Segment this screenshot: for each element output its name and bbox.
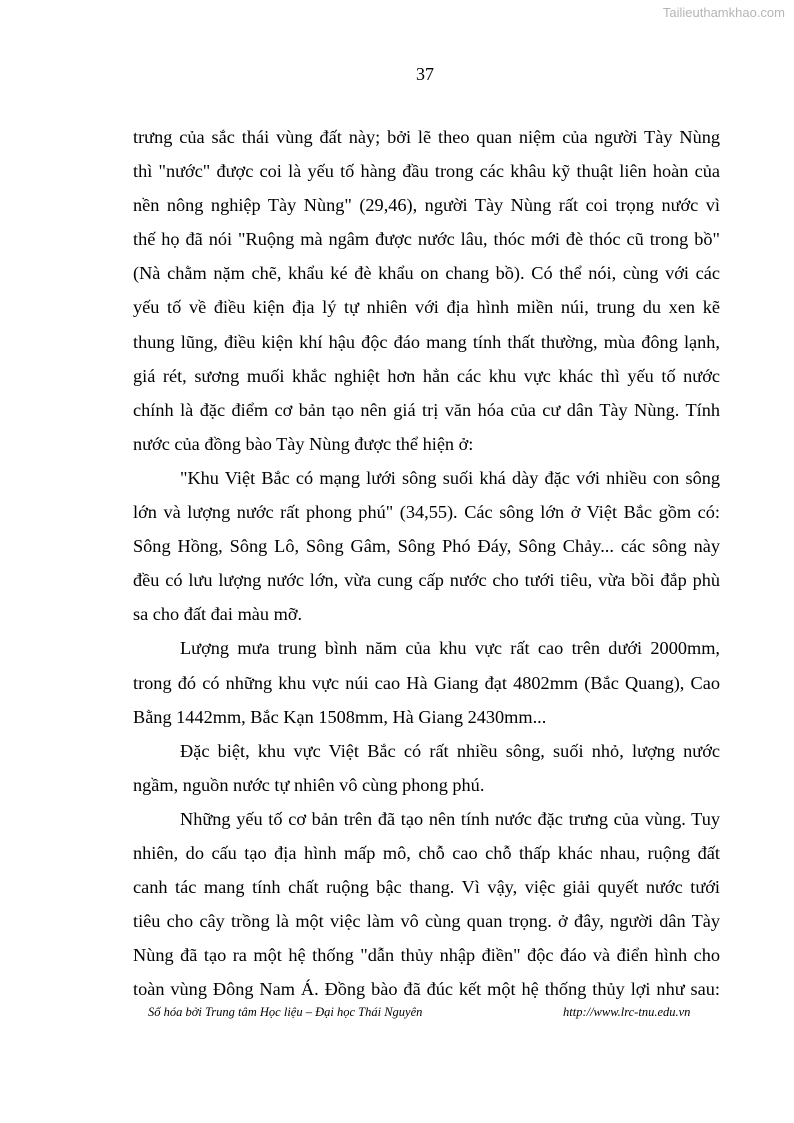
text-line: nước của đồng bào Tày Nùng được thể hiện ở: xyxy=(133,433,474,454)
text-line: Sông Hồng, Sông Lô, Sông Gâm, Sông Phó Đáy, Sông Chảy... các sông này xyxy=(133,536,720,557)
text-line: tiêu cho cây trồng là một việc làm vô cùng quan trọng. ở đây, người dân Tày xyxy=(133,911,720,932)
text-line: Những yếu tố cơ bản trên đã tạo nên tính nước đặc trưng của vùng. Tuy xyxy=(180,808,720,829)
text-line: ngầm, nguồn nước tự nhiên vô cùng phong phú. xyxy=(133,774,485,795)
text-line: nền nông nghiệp Tày Nùng" (29,46), người Tày Nùng rất coi trọng nước vì xyxy=(133,195,720,216)
text-line: Bằng 1442mm, Bắc Kạn 1508mm, Hà Giang 2430mm... xyxy=(133,706,547,727)
text-line: chính là đặc điểm cơ bản tạo nên giá trị văn hóa của cư dân Tày Nùng. Tính xyxy=(133,399,720,420)
text-line: thế họ đã nói "Ruộng mà ngâm được nước lâu, thóc mới đè thóc cũ trong bồ" xyxy=(133,229,720,250)
watermark: Tailieuthamkhao.com xyxy=(662,5,785,20)
text-line: trong đó có những khu vực núi cao Hà Giang đạt 4802mm (Bắc Quang), Cao xyxy=(133,672,720,693)
text-line: lớn và lượng nước rất phong phú" (34,55). Các sông lớn ở Việt Bắc gồm có: xyxy=(133,502,720,523)
text-line: giá rét, sương muối khắc nghiệt hơn hẳn các khu vực khác thì yếu tố nước xyxy=(133,365,720,386)
text-line: Đặc biệt, khu vực Việt Bắc có rất nhiều sông, suối nhỏ, lượng nước xyxy=(180,740,720,761)
text-line: trưng của sắc thái vùng đất này; bởi lẽ theo quan niệm của người Tày Nùng xyxy=(133,127,720,147)
text-line: (Nà chằm nặm chẽ, khẩu ké đè khẩu on chang bồ). Có thể nói, cùng với các xyxy=(133,263,720,284)
text-line: nhiên, do cấu tạo địa hình mấp mô, chỗ cao chỗ thấp khác nhau, ruộng đất xyxy=(133,842,720,863)
text-line: đều có lưu lượng nước lớn, vừa cung cấp nước cho tưới tiêu, vừa bồi đắp phù xyxy=(133,570,720,591)
text-line: "Khu Việt Bắc có mạng lưới sông suối khá dày đặc với nhiều con sông xyxy=(180,467,720,488)
text-line: canh tác mang tính chất ruộng bậc thang. Vì vậy, việc giải quyết nước tưới xyxy=(133,877,720,898)
body-text xyxy=(133,120,720,1006)
page-number: 37 xyxy=(416,64,434,84)
text-line: thì "nước" được coi là yếu tố hàng đầu trong các khâu kỹ thuật liên hoàn của xyxy=(133,161,720,182)
text-line: Nùng đã tạo ra một hệ thống "dẫn thủy nhập điền" độc đáo và điển hình cho xyxy=(133,945,720,966)
footer-url[interactable]: http://www.lrc-tnu.edu.vn xyxy=(563,1005,691,1019)
footer-credit: Số hóa bởi Trung tâm Học liệu – Đại học Thái Nguyên xyxy=(148,1005,423,1019)
text-line: toàn vùng Đông Nam Á. Đồng bào đã đúc kết một hệ thống thủy lợi như sau: xyxy=(133,979,720,1000)
text-line: thung lũng, điều kiện khí hậu độc đáo mang tính thất thường, mùa đông lạnh, xyxy=(133,331,720,352)
text-line: yếu tố về điều kiện địa lý tự nhiên với địa hình miền núi, trung du xen kẽ xyxy=(133,297,720,318)
text-line: Lượng mưa trung bình năm của khu vực rất cao trên dưới 2000mm, xyxy=(180,638,720,659)
text-line: sa cho đất đai màu mỡ. xyxy=(133,604,303,625)
